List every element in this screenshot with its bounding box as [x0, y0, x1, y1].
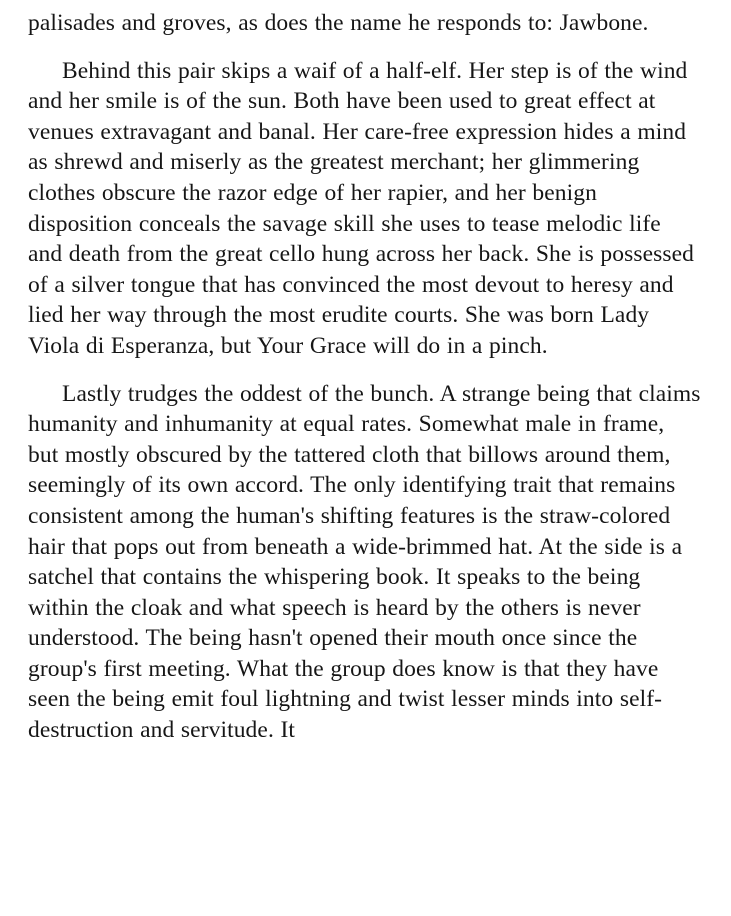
paragraph-half-elf: Behind this pair skips a waif of a half-elf. Her step is of the wind and her smile is of the sun. Both have been used to great effect at venues extravagant and banal. Her care-free expression hides a mind as shrewd and miserly as the greatest merchant; her glimmering clothes obscure the razor edge of her rapier, and her benign disposition conceals the savage skill she uses to tease melodic life and death from the great cello hung across her back. She is possessed of a silver tongue that has convinced the most devout to heresy and lied her way through the most erudite courts. She was born Lady Viola di Esperanza, but Your Grace will do in a pinch. [28, 57, 695, 359]
paragraph-jawbone-continuation: palisades and groves, as does the name he responds to: Jawbone. [28, 10, 649, 36]
paragraph-cloaked-being: Lastly trudges the oddest of the bunch. A strange being that claims humanity and inhumanity at equal rates. Somewhat male in frame, but mostly obscured by the tattered cloth that billows around them, seemingly of its own accord. The only identifying trait that remains consistent among the human's shifting features is the straw-colored hair that pops out from beneath a wide-brimmed hat. At the side is a satchel that contains the whispering book. It speaks to the being within the cloak and what speech is heard by the others is never understood. The being hasn't opened their mouth once since the group's first meeting. What the group does know is that they have seen the being emit foul lightning and twist lesser minds into self-destruction and servitude. It [28, 380, 701, 744]
